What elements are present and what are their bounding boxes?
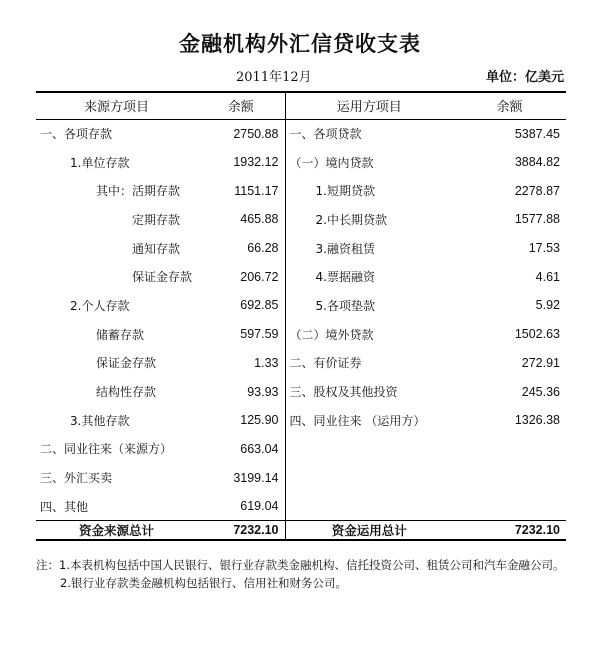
table-row (36, 463, 566, 492)
table-row (36, 176, 566, 205)
source-balance: 663.04 (197, 435, 285, 464)
use-balance: 1326.38 (514, 413, 560, 428)
source-item: 保证金存款 (132, 270, 193, 285)
source-balance: 206.72 (197, 262, 285, 291)
use-balance: 245.36 (521, 384, 560, 399)
table-row (36, 234, 566, 263)
table-row (36, 291, 566, 320)
source-balance: 1.33 (197, 349, 285, 378)
source-balance: 597.59 (197, 320, 285, 349)
table-body (36, 119, 566, 521)
source-item: 其中：活期存款 (96, 184, 181, 199)
use-item: 三、股权及其他投资 (289, 385, 398, 400)
use-item: 二、有价证券 (289, 356, 362, 371)
total-use-value: 7232.10 (453, 521, 566, 541)
source-balance: 2750.88 (197, 119, 285, 148)
use-balance: 5387.45 (514, 126, 560, 141)
use-item: 5.各项垫款 (315, 298, 375, 313)
use-item (285, 492, 453, 521)
table-row (36, 205, 566, 234)
use-item: 4.票据融资 (315, 270, 375, 285)
source-item: 1.单位存款 (70, 155, 130, 170)
notes (36, 556, 566, 592)
source-item: 二、同业往来（来源方） (40, 442, 173, 457)
source-item: 结构性存款 (96, 385, 157, 400)
table-row (36, 406, 566, 435)
source-item: 保证金存款 (96, 356, 157, 371)
source-balance: 3199.14 (197, 463, 285, 492)
use-item: （二）境外贷款 (289, 327, 374, 342)
use-balance: 17.53 (528, 241, 560, 256)
table-row (36, 349, 566, 378)
source-item: 2.个人存款 (70, 298, 130, 313)
table-row (36, 262, 566, 291)
use-balance: 1502.63 (514, 327, 560, 342)
table-row (36, 148, 566, 177)
source-item: 定期存款 (132, 212, 181, 227)
source-balance: 1932.12 (197, 148, 285, 177)
source-item: 通知存款 (132, 241, 181, 256)
source-balance: 66.28 (197, 234, 285, 263)
source-balance: 619.04 (197, 492, 285, 521)
use-item: 四、同业往来 （运用方） (289, 413, 426, 428)
use-item: （一）境内贷款 (289, 155, 374, 170)
source-balance: 93.93 (197, 377, 285, 406)
source-item: 3.其他存款 (70, 413, 130, 428)
source-item: 一、各项存款 (40, 127, 113, 142)
total-source-value: 7232.10 (197, 521, 285, 541)
use-balance: 3884.82 (514, 155, 560, 170)
report-date: 2011年12月 (236, 70, 312, 85)
use-item: 3.融资租赁 (315, 241, 375, 256)
page-title: 金融机构外汇信贷收支表 (179, 31, 421, 56)
source-balance: 692.85 (197, 291, 285, 320)
source-balance: 465.88 (197, 205, 285, 234)
total-use-label: 资金运用总计 (285, 521, 453, 541)
source-item: 三、外汇买卖 (40, 471, 113, 486)
use-item: 一、各项贷款 (289, 127, 362, 142)
use-balance (453, 492, 566, 521)
table-row (36, 377, 566, 406)
header-source-item: 来源方项目 (36, 92, 197, 119)
header-use-item: 运用方项目 (285, 92, 453, 119)
use-item: 2.中长期贷款 (315, 212, 387, 227)
table-header-row (36, 92, 566, 119)
use-balance: 5.92 (535, 298, 560, 313)
source-balance: 125.90 (197, 406, 285, 435)
credit-table (36, 91, 566, 541)
use-balance (453, 435, 566, 464)
use-item: 1.短期贷款 (315, 184, 375, 199)
use-balance: 4.61 (535, 269, 560, 284)
total-source-label: 资金来源总计 (36, 521, 197, 541)
use-balance (453, 463, 566, 492)
source-balance: 1151.17 (197, 176, 285, 205)
note-1: 注：1.本表机构包括中国人民银行、银行业存款类金融机构、信托投资公司、租赁公司和汽车金融公司。 (36, 558, 565, 572)
use-item (285, 435, 453, 464)
note-2: 2.银行业存款类金融机构包括银行、信用社和财务公司。 (60, 576, 347, 590)
source-item: 四、其他 (40, 499, 89, 514)
source-item: 储蓄存款 (96, 327, 145, 342)
table-row (36, 320, 566, 349)
unit-label: 单位：亿美元 (485, 70, 564, 85)
table-row (36, 119, 566, 148)
use-balance: 2278.87 (514, 183, 560, 198)
header-source-balance: 余额 (197, 92, 285, 119)
header-use-balance: 余额 (453, 92, 566, 119)
total-row (36, 521, 566, 541)
table-row (36, 492, 566, 521)
use-balance: 1577.88 (514, 212, 560, 227)
use-item (285, 463, 453, 492)
table-row (36, 435, 566, 464)
use-balance: 272.91 (521, 355, 560, 370)
